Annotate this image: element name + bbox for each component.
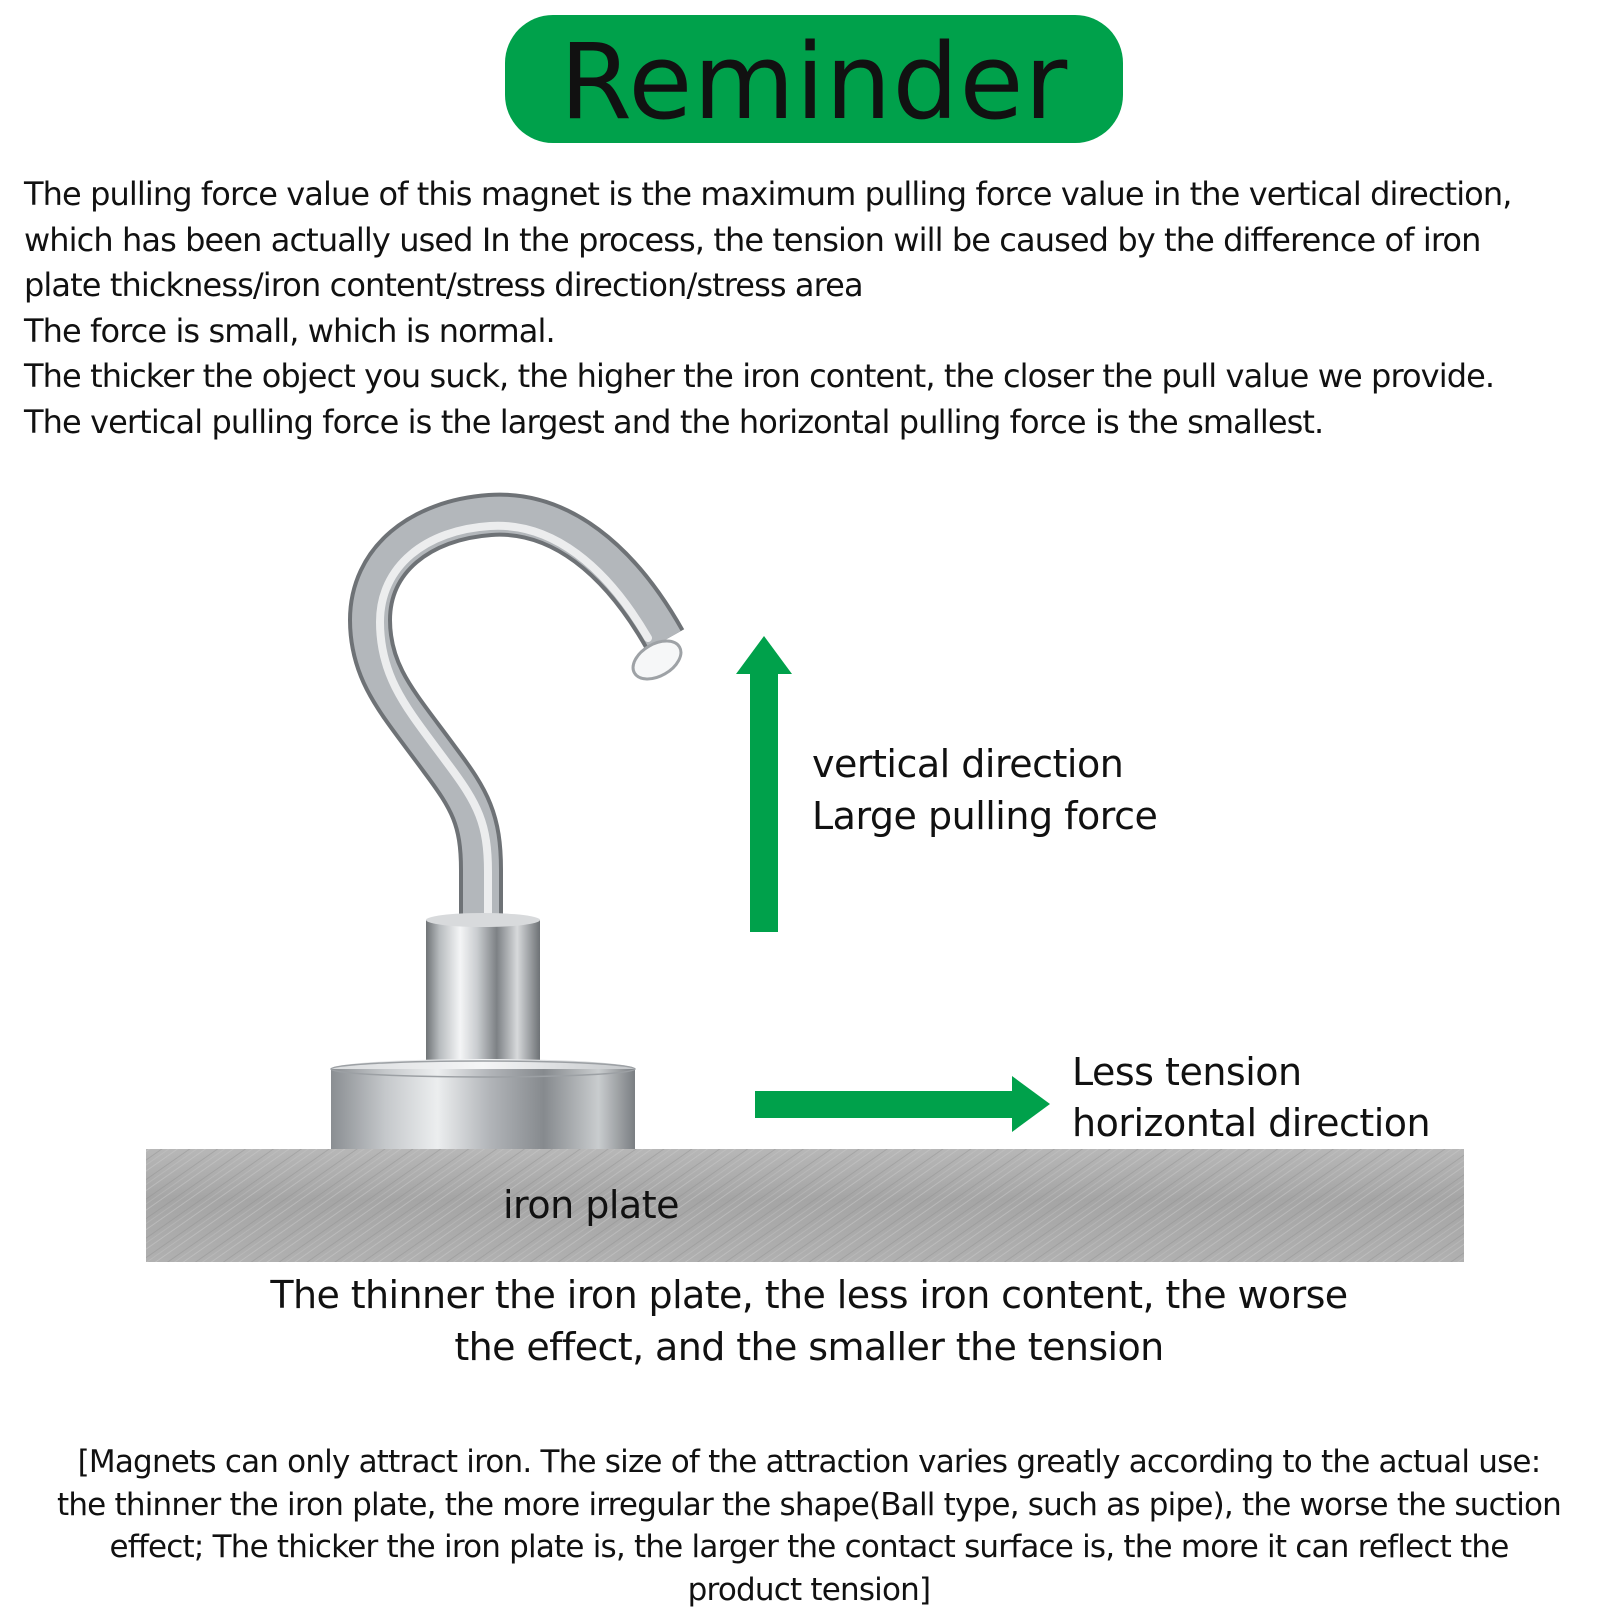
iron-plate-label: iron plate [503, 1183, 680, 1227]
vertical-label-line: vertical direction [812, 742, 1124, 786]
vertical-direction-label [812, 738, 1157, 842]
intro-line: which has been actually used In the process, the tension will be caused by the difference of iron [24, 220, 1481, 259]
footnote-line: the thinner the iron plate, the more irregular the shape(Ball type, such as pipe), the worse the suction [56, 1486, 1562, 1523]
iron-plate [146, 1149, 1464, 1262]
right-arrow-icon [755, 1076, 1050, 1132]
horizontal-direction-label [1072, 1047, 1430, 1149]
intro-line: The vertical pulling force is the largest and the horizontal pulling force is the smallest. [24, 402, 1324, 441]
vertical-label-line: Large pulling force [812, 794, 1158, 838]
intro-line: The force is small, which is normal. [24, 311, 555, 350]
horizontal-label-line: horizontal direction [1072, 1101, 1431, 1145]
horizontal-label-line: Less tension [1072, 1050, 1302, 1094]
caption-line: The thinner the iron plate, the less iron content, the worse [270, 1273, 1348, 1317]
footnote [20, 1441, 1598, 1611]
caption-line: the effect, and the smaller the tension [454, 1325, 1164, 1369]
intro-line: The pulling force value of this magnet is the maximum pulling force value in the vertical direction, [24, 175, 1512, 213]
intro-line: plate thickness/iron content/stress direction/stress area [24, 266, 863, 304]
intro-line: The thicker the object you suck, the higher the iron content, the closer the pull value we provide. [24, 357, 1495, 395]
footnote-line: [Magnets can only attract iron. The size of the attraction varies greatly according to the actual use: [77, 1444, 1541, 1480]
page-title: Reminder [559, 21, 1069, 143]
footnote-line: effect; The thicker the iron plate is, the larger the contact surface is, the more it can reflect the [109, 1529, 1509, 1565]
magnetic-hook-icon [331, 515, 688, 1149]
plate-caption [109, 1269, 1509, 1373]
footnote-line: product tension] [687, 1571, 931, 1608]
up-arrow-icon [736, 636, 792, 932]
